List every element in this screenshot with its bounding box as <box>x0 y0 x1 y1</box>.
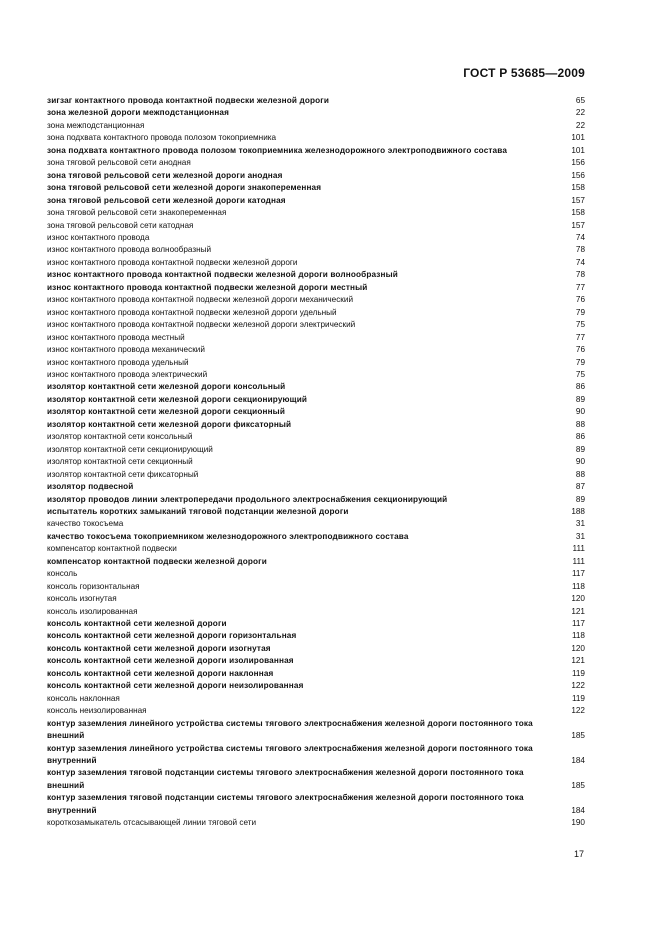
index-term: зона тяговой рельсовой сети железной дороги знакопеременная <box>47 183 322 193</box>
index-entry <box>47 792 585 817</box>
index-page-ref: 118 <box>571 581 585 591</box>
index-page-ref: 101 <box>571 145 585 155</box>
index-entry <box>47 282 585 294</box>
index-page-ref: 90 <box>575 457 585 467</box>
index-term: зона подхвата контактного провода полозом токоприемника <box>47 133 277 143</box>
index-entry <box>47 145 585 157</box>
index-entry <box>47 606 585 618</box>
index-page-ref: 188 <box>571 506 585 516</box>
index-term: изолятор контактной сети секционирующий <box>47 444 213 454</box>
index-term: консоль <box>47 569 78 579</box>
index-entry <box>47 518 585 530</box>
index-term: короткозамыкатель отсасывающей линии тяговой сети <box>47 818 257 828</box>
index-entry <box>47 294 585 306</box>
index-term: износ контактного провода контактной подвески железной дороги механический <box>47 295 354 305</box>
index-page-ref: 190 <box>571 818 585 828</box>
index-page-ref: 185 <box>571 731 585 741</box>
index-entry <box>47 593 585 605</box>
index-page-ref: 118 <box>571 631 585 641</box>
index-page-ref: 111 <box>572 556 585 566</box>
index-entry <box>47 195 585 207</box>
index-term: износ контактного провода местный <box>47 332 185 342</box>
index-page-ref: 76 <box>575 295 585 305</box>
index-entry <box>47 257 585 269</box>
index-term: консоль неизолированная <box>47 706 147 716</box>
term-index-list <box>47 95 585 830</box>
index-term: зона железной дороги межподстанционная <box>47 108 230 118</box>
index-page-ref: 89 <box>575 394 585 404</box>
index-term: контур заземления тяговой подстанции системы тягового электроснабжения железной дороги постоянного тока внешний <box>47 768 524 790</box>
index-term: компенсатор контактной подвески <box>47 544 177 554</box>
index-entry <box>47 232 585 244</box>
index-entry <box>47 655 585 667</box>
index-term: износ контактного провода механический <box>47 345 205 355</box>
index-term: изолятор контактной сети консольный <box>47 432 193 442</box>
index-entry <box>47 419 585 431</box>
index-entry <box>47 319 585 331</box>
index-term: консоль контактной сети железной дороги неизолированная <box>47 681 304 691</box>
index-page-ref: 74 <box>575 257 585 267</box>
index-page-ref: 122 <box>571 706 585 716</box>
index-term: консоль изолированная <box>47 606 138 616</box>
index-entry <box>47 705 585 717</box>
index-term: износ контактного провода <box>47 232 150 242</box>
index-term: компенсатор контактной подвески железной дороги <box>47 556 267 566</box>
index-term: зона межподстанционная <box>47 120 145 130</box>
index-term: консоль контактной сети железной дороги горизонтальная <box>47 631 297 641</box>
index-page-ref: 75 <box>575 369 585 379</box>
index-page-ref: 117 <box>571 569 585 579</box>
index-page-ref: 119 <box>571 693 585 703</box>
index-page-ref: 86 <box>575 432 585 442</box>
index-entry <box>47 220 585 232</box>
index-page-ref: 79 <box>575 307 585 317</box>
index-term: качество токосъема токоприемником железнодорожного электроподвижного состава <box>47 531 409 541</box>
index-term: изолятор контактной сети железной дороги секционный <box>47 407 286 417</box>
index-term: износ контактного провода удельный <box>47 357 189 367</box>
index-entry <box>47 182 585 194</box>
index-page-ref: 76 <box>575 345 585 355</box>
index-entry <box>47 369 585 381</box>
index-entry <box>47 244 585 256</box>
index-entry <box>47 618 585 630</box>
index-page-ref: 122 <box>571 681 585 691</box>
index-entry <box>47 207 585 219</box>
page-number: 17 <box>573 849 584 859</box>
index-entry <box>47 556 585 568</box>
index-term: консоль контактной сети железной дороги <box>47 619 227 629</box>
index-page-ref: 75 <box>575 320 585 330</box>
index-page-ref: 88 <box>575 469 585 479</box>
index-term: износ контактного провода электрический <box>47 369 208 379</box>
index-term: зигзаг контактного провода контактной подвески железной дороги <box>47 96 330 105</box>
index-entry <box>47 643 585 655</box>
index-page-ref: 157 <box>571 220 585 230</box>
index-term: консоль контактной сети железной дороги изогнутая <box>47 643 271 653</box>
index-page-ref: 156 <box>571 158 585 168</box>
index-entry <box>47 469 585 481</box>
index-term: изолятор контактной сети железной дороги секционирующий <box>47 394 308 404</box>
index-page-ref: 78 <box>575 270 585 280</box>
index-entry <box>47 506 585 518</box>
index-page-ref: 78 <box>575 245 585 255</box>
index-term: консоль изогнутая <box>47 594 117 604</box>
index-term: зона подхвата контактного провода полозом токоприемника железнодорожного электроподвижного состава <box>47 145 508 155</box>
index-term: контур заземления тяговой подстанции системы тягового электроснабжения железной дороги постоянного тока внутренний <box>47 793 524 815</box>
index-entry <box>47 581 585 593</box>
index-term: зона тяговой рельсовой сети катодная <box>47 220 194 230</box>
index-page-ref: 89 <box>575 444 585 454</box>
index-page-ref: 79 <box>575 357 585 367</box>
index-term: износ контактного провода волнообразный <box>47 245 212 255</box>
index-entry <box>47 381 585 393</box>
index-page-ref: 111 <box>572 544 585 554</box>
index-entry <box>47 543 585 555</box>
index-term: износ контактного провода контактной подвески железной дороги электрический <box>47 320 356 330</box>
index-term: изолятор контактной сети фиксаторный <box>47 469 199 479</box>
index-entry <box>47 406 585 418</box>
index-page-ref: 120 <box>571 594 585 604</box>
index-page-ref: 101 <box>571 133 585 143</box>
index-term: консоль контактной сети железной дороги изолированная <box>47 656 294 666</box>
index-entry <box>47 531 585 543</box>
index-entry <box>47 494 585 506</box>
index-entry <box>47 344 585 356</box>
index-entry <box>47 170 585 182</box>
index-page-ref: 77 <box>575 282 585 292</box>
index-page-ref: 121 <box>571 656 585 666</box>
index-entry <box>47 680 585 692</box>
index-page-ref: 120 <box>571 643 585 653</box>
index-page-ref: 88 <box>575 419 585 429</box>
index-entry <box>47 332 585 344</box>
index-page-ref: 86 <box>575 382 585 392</box>
index-entry <box>47 120 585 132</box>
index-page-ref: 90 <box>575 407 585 417</box>
index-entry <box>47 718 585 743</box>
index-entry <box>47 269 585 281</box>
index-term: износ контактного провода контактной подвески железной дороги волнообразный <box>47 270 398 280</box>
index-page-ref: 117 <box>571 619 585 629</box>
index-entry <box>47 107 585 119</box>
index-term: контур заземления линейного устройства системы тягового электроснабжения железной дороги постоянного тока внутренний <box>47 743 533 766</box>
index-entry <box>47 394 585 406</box>
index-page-ref: 185 <box>571 780 585 790</box>
index-term: консоль наклонная <box>47 693 120 703</box>
index-entry <box>47 431 585 443</box>
index-term: зона тяговой рельсовой сети железной дороги катодная <box>47 195 286 205</box>
index-entry <box>47 693 585 705</box>
index-term: изолятор контактной сети железной дороги фиксаторный <box>47 419 292 429</box>
index-page-ref: 184 <box>571 805 585 815</box>
index-page-ref: 184 <box>571 756 585 766</box>
index-page-ref: 31 <box>575 531 585 541</box>
index-term: износ контактного провода контактной подвески железной дороги местный <box>47 282 368 292</box>
index-entry <box>47 668 585 680</box>
index-term: качество токосъема <box>47 519 124 529</box>
index-page-ref: 77 <box>575 332 585 342</box>
index-page-ref: 121 <box>571 606 585 616</box>
index-entry <box>47 95 585 107</box>
index-entry <box>47 481 585 493</box>
index-term: изолятор контактной сети железной дороги консольный <box>47 382 286 392</box>
index-entry <box>47 568 585 580</box>
index-page-ref: 157 <box>571 195 585 205</box>
index-term: зона тяговой рельсовой сети железной дороги анодная <box>47 170 283 180</box>
index-page-ref: 31 <box>575 519 585 529</box>
index-term: зона тяговой рельсовой сети знакопеременная <box>47 208 227 218</box>
document-header: ГОСТ Р 53685—2009 <box>463 66 585 80</box>
index-page-ref: 158 <box>571 208 585 218</box>
index-entry <box>47 817 585 829</box>
index-page-ref: 65 <box>575 96 585 105</box>
index-entry <box>47 630 585 642</box>
index-term: контур заземления линейного устройства системы тягового электроснабжения железной дороги постоянного тока внешний <box>47 718 533 741</box>
index-term: консоль контактной сети железной дороги наклонная <box>47 668 274 678</box>
index-entry <box>47 444 585 456</box>
index-term: изолятор подвесной <box>47 482 134 492</box>
index-term: износ контактного провода контактной подвески железной дороги удельный <box>47 307 337 317</box>
index-page-ref: 74 <box>575 232 585 242</box>
index-page-ref: 22 <box>575 120 585 130</box>
index-term: изолятор проводов линии электропередачи продольного электроснабжения секционирующий <box>47 494 448 504</box>
index-entry <box>47 157 585 169</box>
index-entry <box>47 307 585 319</box>
index-term: изолятор контактной сети секционный <box>47 457 193 467</box>
index-page-ref: 87 <box>575 482 585 492</box>
index-entry <box>47 456 585 468</box>
index-page-ref: 22 <box>575 108 585 118</box>
index-page-ref: 156 <box>571 170 585 180</box>
index-term: испытатель коротких замыканий тяговой подстанции железной дороги <box>47 506 349 516</box>
index-entry <box>47 743 585 768</box>
index-term: консоль горизонтальная <box>47 581 140 591</box>
index-term: зона тяговой рельсовой сети анодная <box>47 158 191 168</box>
index-entry <box>47 357 585 369</box>
index-entry <box>47 767 585 792</box>
index-page-ref: 89 <box>575 494 585 504</box>
index-page-ref: 119 <box>571 668 585 678</box>
index-term: износ контактного провода контактной подвески железной дороги <box>47 257 298 267</box>
index-page-ref: 158 <box>571 183 585 193</box>
index-entry <box>47 132 585 144</box>
